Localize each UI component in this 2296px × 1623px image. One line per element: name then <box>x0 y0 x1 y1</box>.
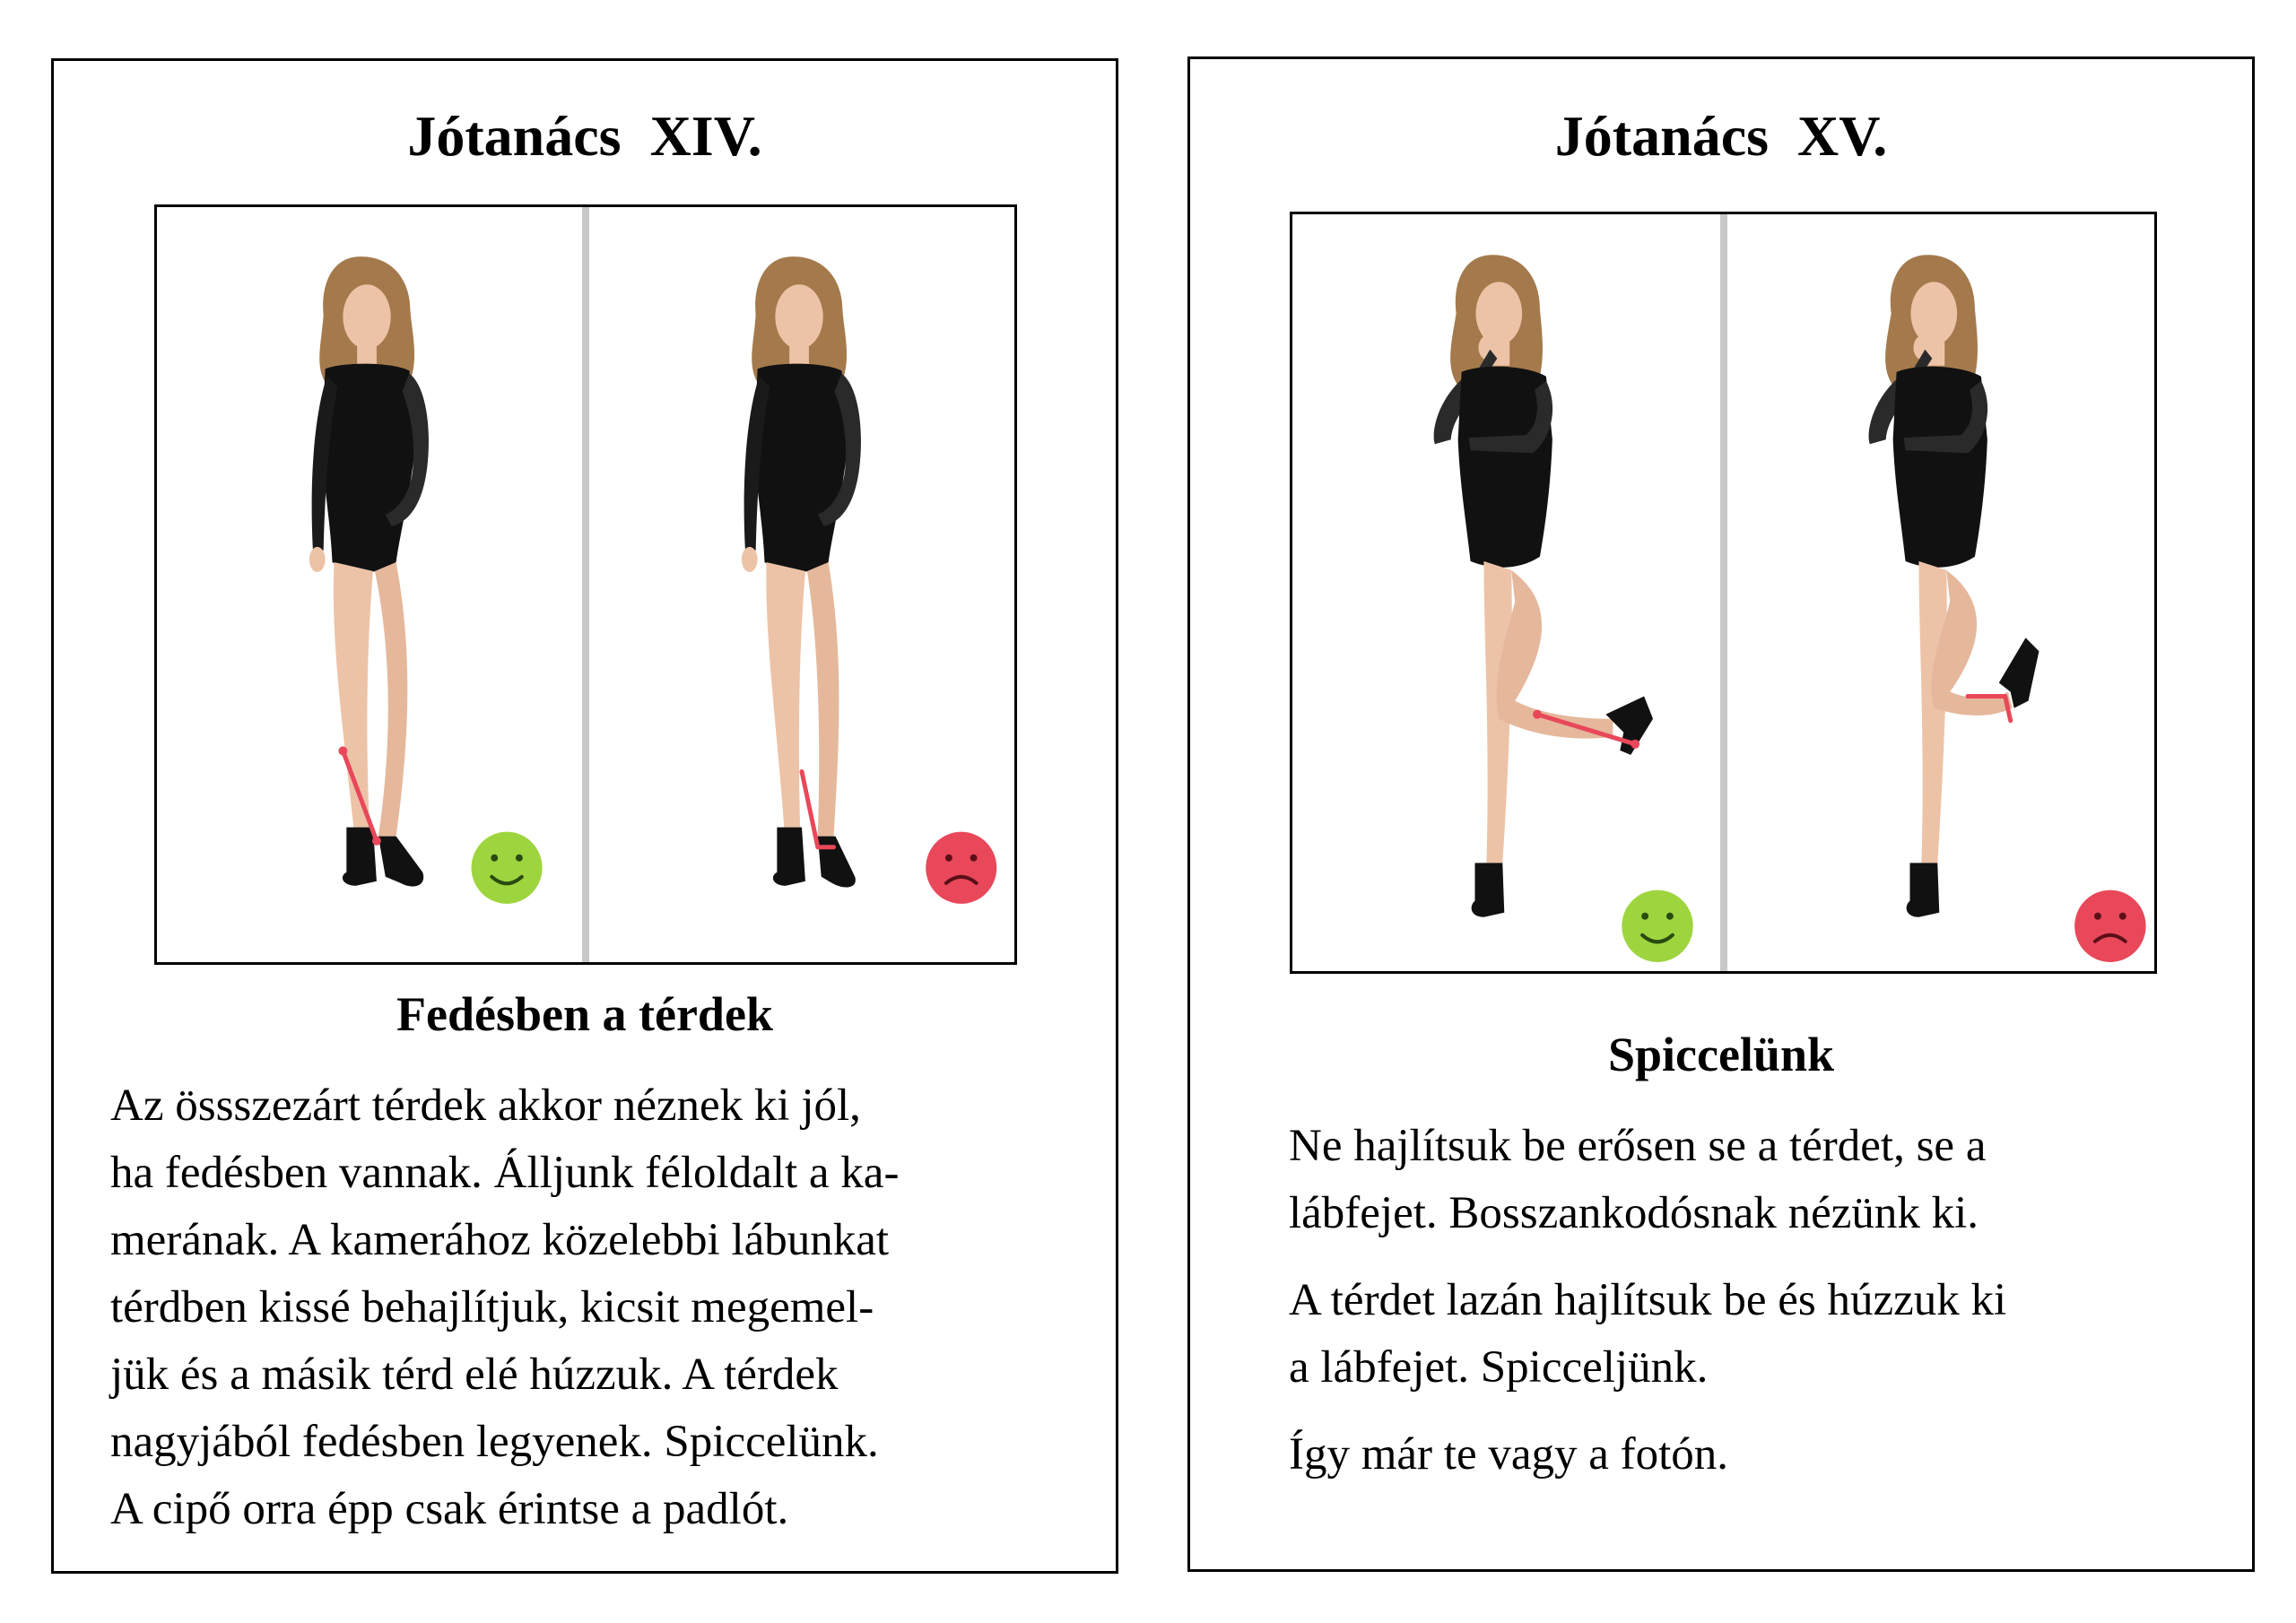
happy-face-icon <box>1622 890 1692 962</box>
model-standing-knees-aligned <box>157 207 582 962</box>
tip-body <box>110 1072 1097 1543</box>
model-bent-foot <box>1727 214 2155 971</box>
body-line: A cipő orra épp csak érintse a padlót. <box>110 1484 789 1534</box>
body-paragraph <box>1289 1267 2239 1402</box>
comparison-photo <box>1290 212 2157 974</box>
body-line: térdben kissé behajlítjuk, kicsit megemel- <box>110 1282 874 1332</box>
card-title: Jótanács XV. <box>1554 104 1888 168</box>
body-line: Így már te vagy a fotón. <box>1289 1429 1729 1480</box>
model-standing-knees-misaligned <box>589 207 1014 962</box>
correct-pose-photo <box>157 207 582 962</box>
body-line: ha fedésben vannak. Álljunk féloldalt a ka- <box>110 1148 900 1198</box>
model-pointed-toe <box>1292 214 1720 971</box>
body-paragraph <box>1289 1113 2239 1247</box>
tip-body <box>1289 1113 2239 1508</box>
tip-card-14 <box>51 58 1118 1574</box>
body-line: jük és a másik térd elé húzzuk. A térdek <box>110 1350 839 1400</box>
body-line: lábfejet. Bosszankodósnak nézünk ki. <box>1289 1188 1979 1238</box>
tip-subtitle: Fedésben a térdek <box>396 987 773 1041</box>
body-line: merának. A kamerához közelebbi lábunkat <box>110 1215 890 1265</box>
photo-divider <box>1720 214 1727 971</box>
correct-pose-photo <box>1292 214 1720 971</box>
body-line: nagyjából fedésben legyenek. Spiccelünk. <box>110 1417 879 1467</box>
happy-face-icon <box>472 832 543 904</box>
body-line: Ne hajlítsuk be erősen se a térdet, se a <box>1289 1121 1987 1171</box>
body-paragraph <box>1289 1421 2239 1488</box>
incorrect-pose-photo <box>589 207 1014 962</box>
tip-subtitle: Spiccelünk <box>1607 1028 1835 1081</box>
body-line: a lábfejet. Spicceljünk. <box>1289 1342 1709 1393</box>
tip-card-15 <box>1187 56 2255 1572</box>
sad-face-icon <box>2074 890 2145 962</box>
incorrect-pose-photo <box>1727 214 2155 971</box>
body-line: Az össszezárt térdek akkor néznek ki jól, <box>110 1081 861 1131</box>
comparison-photo <box>154 204 1017 965</box>
body-line: A térdet lazán hajlítsuk be és húzzuk ki <box>1289 1275 2007 1325</box>
photo-divider <box>582 207 589 962</box>
card-title: Jótanács XIV. <box>407 104 762 168</box>
sad-face-icon <box>926 832 996 904</box>
